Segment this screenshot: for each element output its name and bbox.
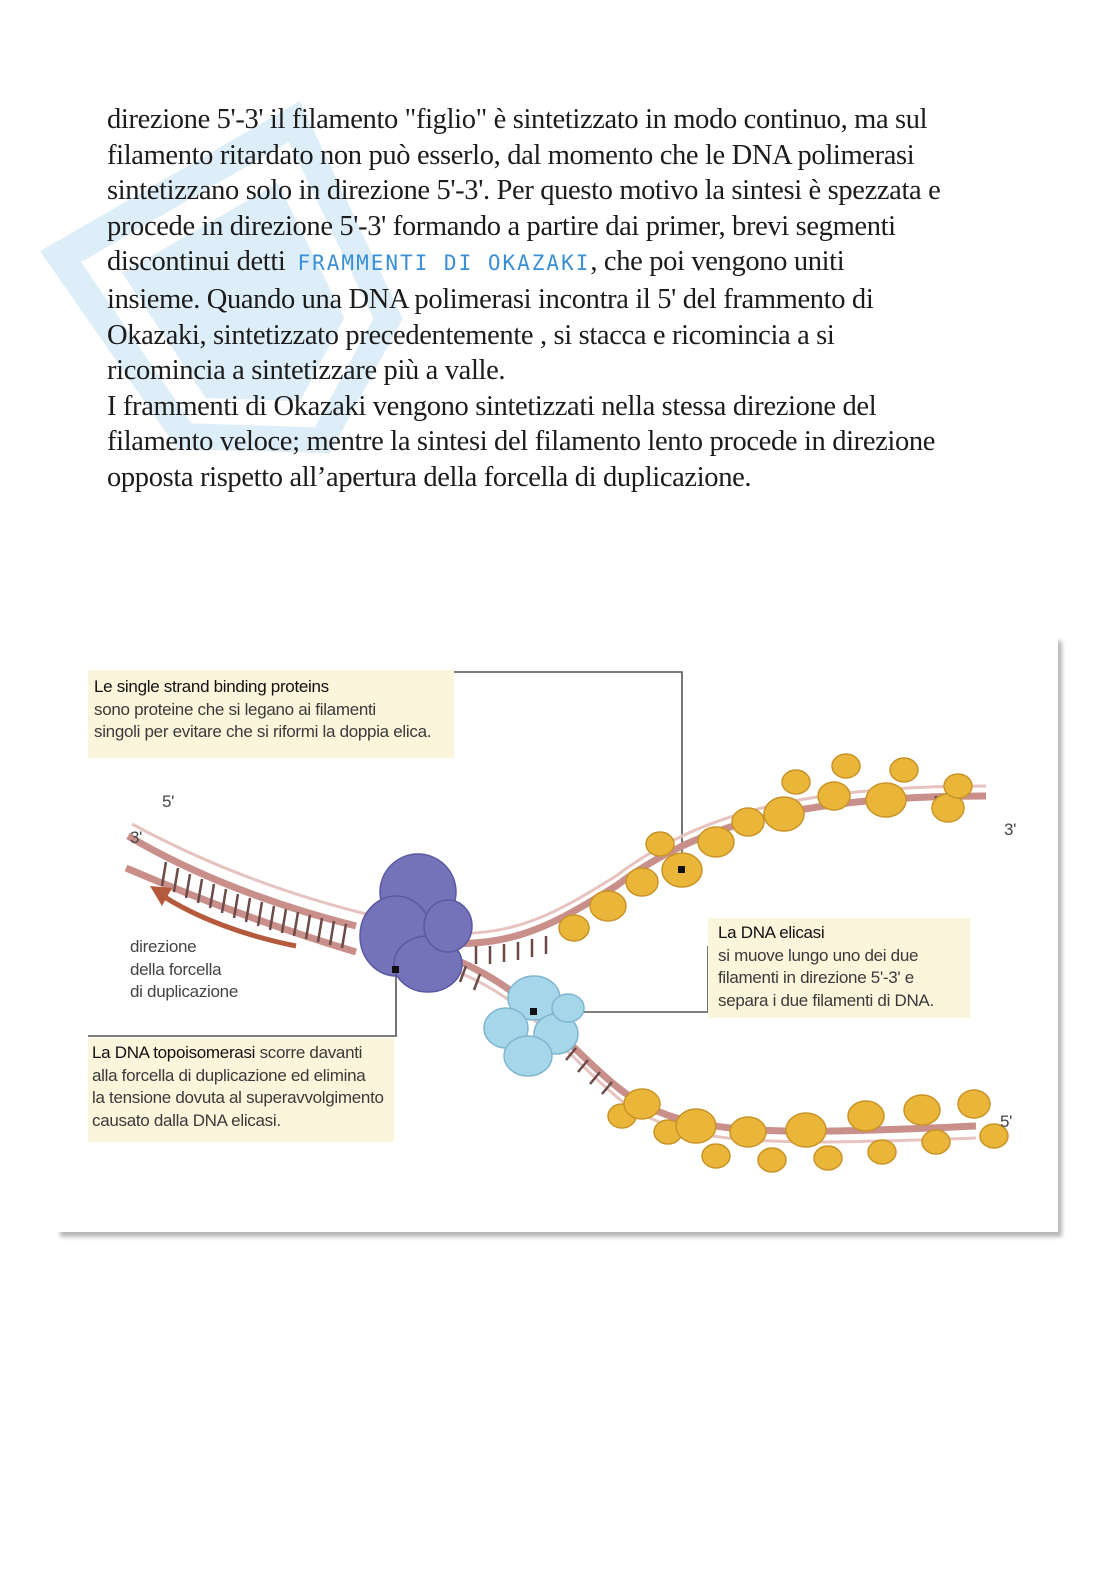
helicase-protein bbox=[484, 976, 584, 1076]
paragraph-line bbox=[107, 244, 1027, 282]
ssb-marker bbox=[678, 866, 685, 873]
end-label-left-bottom: 3' bbox=[130, 828, 143, 847]
ssb-callout-line: sono proteine che si legano ai filamenti bbox=[94, 699, 376, 719]
topoisomerase-marker bbox=[392, 966, 399, 973]
topoisomerase-callout-line: la tensione dovuta al superavvolgimento bbox=[92, 1088, 384, 1107]
helicase-callout-title: La DNA elicasi bbox=[718, 923, 825, 942]
topoisomerase-callout-line: causato dalla DNA elicasi. bbox=[92, 1110, 281, 1130]
topoisomerase-protein bbox=[360, 854, 472, 992]
paragraph-line: I frammenti di Okazaki vengono sintetizzati nella stessa direzione del bbox=[107, 390, 877, 422]
okazaki-highlight: FRAMMENTI DI OKAZAKI bbox=[297, 251, 591, 276]
paragraph-line: opposta rispetto all’apertura della forcella di duplicazione. bbox=[107, 461, 752, 493]
paragraph-line: Okazaki, sintetizzato precedentemente , si stacca e ricomincia a si bbox=[107, 319, 835, 351]
ssb-protein-cluster-upper bbox=[559, 754, 972, 941]
ssb-callout bbox=[88, 670, 454, 758]
fork-direction-label-line: della forcella bbox=[130, 959, 222, 979]
topoisomerase-callout-line: alla forcella di duplicazione ed elimina bbox=[92, 1065, 366, 1085]
replication-fork-figure bbox=[56, 636, 1058, 1232]
body-text bbox=[107, 102, 1027, 496]
paragraph-line: filamento ritardato non può esserlo, dal momento che le DNA polimerasi bbox=[107, 139, 915, 171]
topoisomerase-callout-title: La DNA topoisomerasi bbox=[92, 1043, 256, 1062]
topoisomerase-callout-title-line bbox=[92, 1042, 394, 1065]
paragraph-line: insieme. Quando una DNA polimerasi incontra il 5' del frammento di bbox=[107, 283, 874, 315]
paragraph-segment: discontinui detti bbox=[107, 246, 286, 278]
helicase-callout-line: filamenti in direzione 5'-3' e bbox=[718, 968, 914, 987]
ssb-callout-line: singoli per evitare che si riformi la doppia elica. bbox=[94, 722, 432, 741]
paragraph-line: filamento veloce; mentre la sintesi del filamento lento procede in direzione bbox=[107, 426, 936, 458]
topoisomerase-callout bbox=[88, 1038, 394, 1142]
paragraph-line: ricomincia a sintetizzare più a valle. bbox=[107, 355, 506, 387]
topoisomerase-callout-title-rest: scorre davanti bbox=[255, 1043, 363, 1062]
helicase-callout-line: si muove lungo uno dei due bbox=[718, 945, 919, 965]
end-label-right-bottom: 5' bbox=[1000, 1112, 1013, 1131]
end-label-right-top: 3' bbox=[1004, 820, 1017, 839]
helicase-callout-line: separa i due filamenti di DNA. bbox=[718, 990, 934, 1010]
fork-direction-label bbox=[130, 936, 238, 1004]
end-label-left-top: 5' bbox=[162, 792, 175, 811]
paragraph-line: direzione 5'-3' il filamento "figlio" è sintetizzato in modo continuo, ma sul bbox=[107, 104, 928, 135]
paragraph-segment: , che poi vengono uniti bbox=[590, 246, 845, 278]
ssb-callout-title: Le single strand binding proteins bbox=[94, 677, 329, 696]
paragraph-line: sintetizzano solo in direzione 5'-3'. Per questo motivo la sintesi è spezzata e bbox=[107, 175, 941, 207]
paragraph-line: procede in direzione 5'-3' formando a partire dai primer, brevi segmenti bbox=[107, 210, 896, 242]
fork-direction-label-line: direzione bbox=[130, 937, 197, 956]
helicase-callout bbox=[708, 918, 970, 1018]
helicase-marker bbox=[530, 1008, 537, 1015]
arrow-head-icon bbox=[150, 886, 172, 906]
fork-direction-label-line: di duplicazione bbox=[130, 982, 238, 1001]
